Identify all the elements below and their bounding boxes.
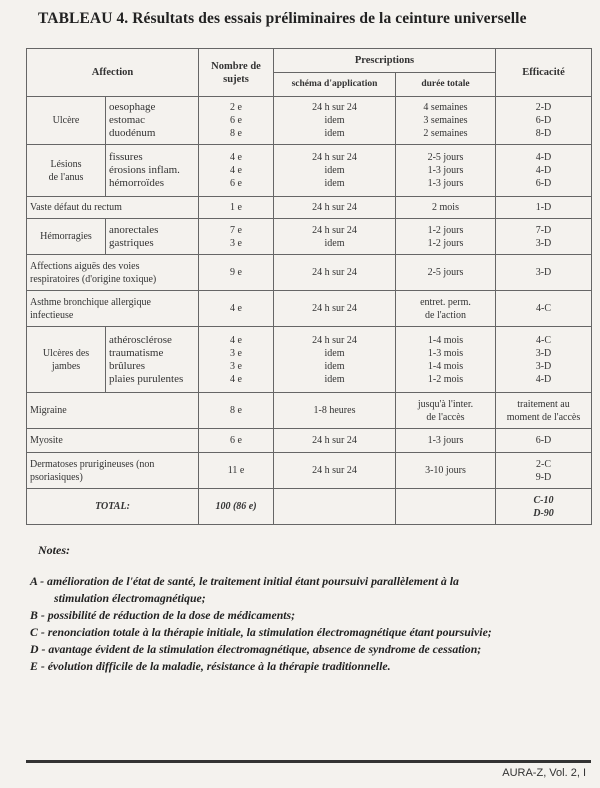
note-line: stimulation électromagnétique;: [54, 591, 206, 605]
header-nombre: Nombre de sujets: [199, 49, 274, 97]
efficacy: 1-D: [496, 197, 592, 219]
subject-count: 6 e: [199, 429, 274, 453]
subject-count: 2 e 6 e 8 e: [199, 97, 274, 145]
note-line: E - évolution difficile de la maladie, résistance à la thérapie traditionnelle.: [30, 659, 391, 673]
affection-subtypes: anorectales gastriques: [106, 219, 199, 255]
application-schema: 24 h sur 24 idem idem: [274, 97, 396, 145]
application-schema: 1-8 heures: [274, 393, 396, 429]
note-line: D - avantage évident de la stimulation électromagnétique, absence de syndrome de cessation;: [30, 642, 482, 656]
application-schema: 24 h sur 24: [274, 291, 396, 327]
affection-group: Hémorragies: [27, 219, 106, 255]
affection-label: Vaste défaut du rectum: [27, 197, 199, 219]
application-schema: 24 h sur 24 idem idem: [274, 145, 396, 197]
subject-count: 11 e: [199, 453, 274, 489]
subject-count: 4 e 4 e 6 e: [199, 145, 274, 197]
subject-count: 8 e: [199, 393, 274, 429]
subject-count: 4 e: [199, 291, 274, 327]
affection-subtypes: athérosclérose traumatisme brûlures plaies purulentes: [106, 327, 199, 393]
table-title: TABLEAU 4. Résultats des essais préliminaires de la ceinture universelle: [38, 10, 527, 27]
table-row: [27, 453, 592, 489]
application-schema: 24 h sur 24: [274, 453, 396, 489]
efficacy: 2-D 6-D 8-D: [496, 97, 592, 145]
empty-cell: [274, 489, 396, 525]
application-schema: 24 h sur 24 idem: [274, 219, 396, 255]
affection-label: Affections aiguës des voies respiratoires (d'origine toxique): [27, 255, 199, 291]
total-duration: 2-5 jours: [396, 255, 496, 291]
empty-cell: [396, 489, 496, 525]
affection-subtypes: fissures érosions inflam. hémorroïdes: [106, 145, 199, 197]
notes-list: [30, 573, 590, 675]
header-affection: Affection: [27, 49, 199, 97]
application-schema: 24 h sur 24: [274, 255, 396, 291]
total-efficacy: C-10 D-90: [496, 489, 592, 525]
total-duration: 1-4 mois 1-3 mois 1-4 mois 1-2 mois: [396, 327, 496, 393]
affection-group: Lésions de l'anus: [27, 145, 106, 197]
efficacy: traitement au moment de l'accès: [496, 393, 592, 429]
note-line: C - renonciation totale à la thérapie initiale, la stimulation électromagnétique étant poursuivie;: [30, 625, 492, 639]
total-duration: entret. perm. de l'action: [396, 291, 496, 327]
total-label: TOTAL:: [27, 489, 199, 525]
affection-label: Migraine: [27, 393, 199, 429]
subject-count: 4 e 3 e 3 e 4 e: [199, 327, 274, 393]
total-duration: 3-10 jours: [396, 453, 496, 489]
table-row: [27, 429, 592, 453]
subject-count: 1 e: [199, 197, 274, 219]
header-efficacite: Efficacité: [496, 49, 592, 97]
footer-text: AURA-Z, Vol. 2, I: [502, 767, 586, 779]
affection-group: Ulcères des jambes: [27, 327, 106, 393]
header-schema: schéma d'application: [274, 73, 396, 97]
total-duration: jusqu'à l'inter. de l'accès: [396, 393, 496, 429]
table-row: [27, 255, 592, 291]
efficacy: 4-C 3-D 3-D 4-D: [496, 327, 592, 393]
application-schema: 24 h sur 24 idem idem idem: [274, 327, 396, 393]
application-schema: 24 h sur 24: [274, 197, 396, 219]
notes-title: Notes:: [38, 543, 70, 557]
efficacy: 4-C: [496, 291, 592, 327]
results-table: [26, 48, 592, 525]
footer-rule: [26, 760, 591, 763]
affection-label: Myosite: [27, 429, 199, 453]
total-duration: 1-3 jours: [396, 429, 496, 453]
total-duration: 2 mois: [396, 197, 496, 219]
subject-count: 7 e 3 e: [199, 219, 274, 255]
efficacy: 7-D 3-D: [496, 219, 592, 255]
total-count: 100 (86 e): [199, 489, 274, 525]
total-duration: 4 semaines 3 semaines 2 semaines: [396, 97, 496, 145]
note-line: A - amélioration de l'état de santé, le traitement initial étant poursuivi parallèlement à la: [30, 574, 459, 588]
affection-label: Asthme bronchique allergique infectieuse: [27, 291, 199, 327]
total-row: [27, 489, 592, 525]
table-row: [27, 97, 592, 145]
header-duree: durée totale: [396, 73, 496, 97]
subject-count: 9 e: [199, 255, 274, 291]
table-row: [27, 327, 592, 393]
table-row: [27, 393, 592, 429]
table-row: [27, 145, 592, 197]
efficacy: 4-D 4-D 6-D: [496, 145, 592, 197]
note-line: B - possibilité de réduction de la dose de médicaments;: [30, 608, 296, 622]
total-duration: 1-2 jours 1-2 jours: [396, 219, 496, 255]
affection-group: Ulcère: [27, 97, 106, 145]
table-row: [27, 197, 592, 219]
table-row: [27, 291, 592, 327]
application-schema: 24 h sur 24: [274, 429, 396, 453]
header-prescriptions: Prescriptions: [274, 49, 496, 73]
efficacy: 3-D: [496, 255, 592, 291]
affection-label: Dermatoses prurigineuses (non psoriasiques): [27, 453, 199, 489]
table-row: [27, 219, 592, 255]
efficacy: 2-C 9-D: [496, 453, 592, 489]
efficacy: 6-D: [496, 429, 592, 453]
total-duration: 2-5 jours 1-3 jours 1-3 jours: [396, 145, 496, 197]
affection-subtypes: oesophage estomac duodénum: [106, 97, 199, 145]
